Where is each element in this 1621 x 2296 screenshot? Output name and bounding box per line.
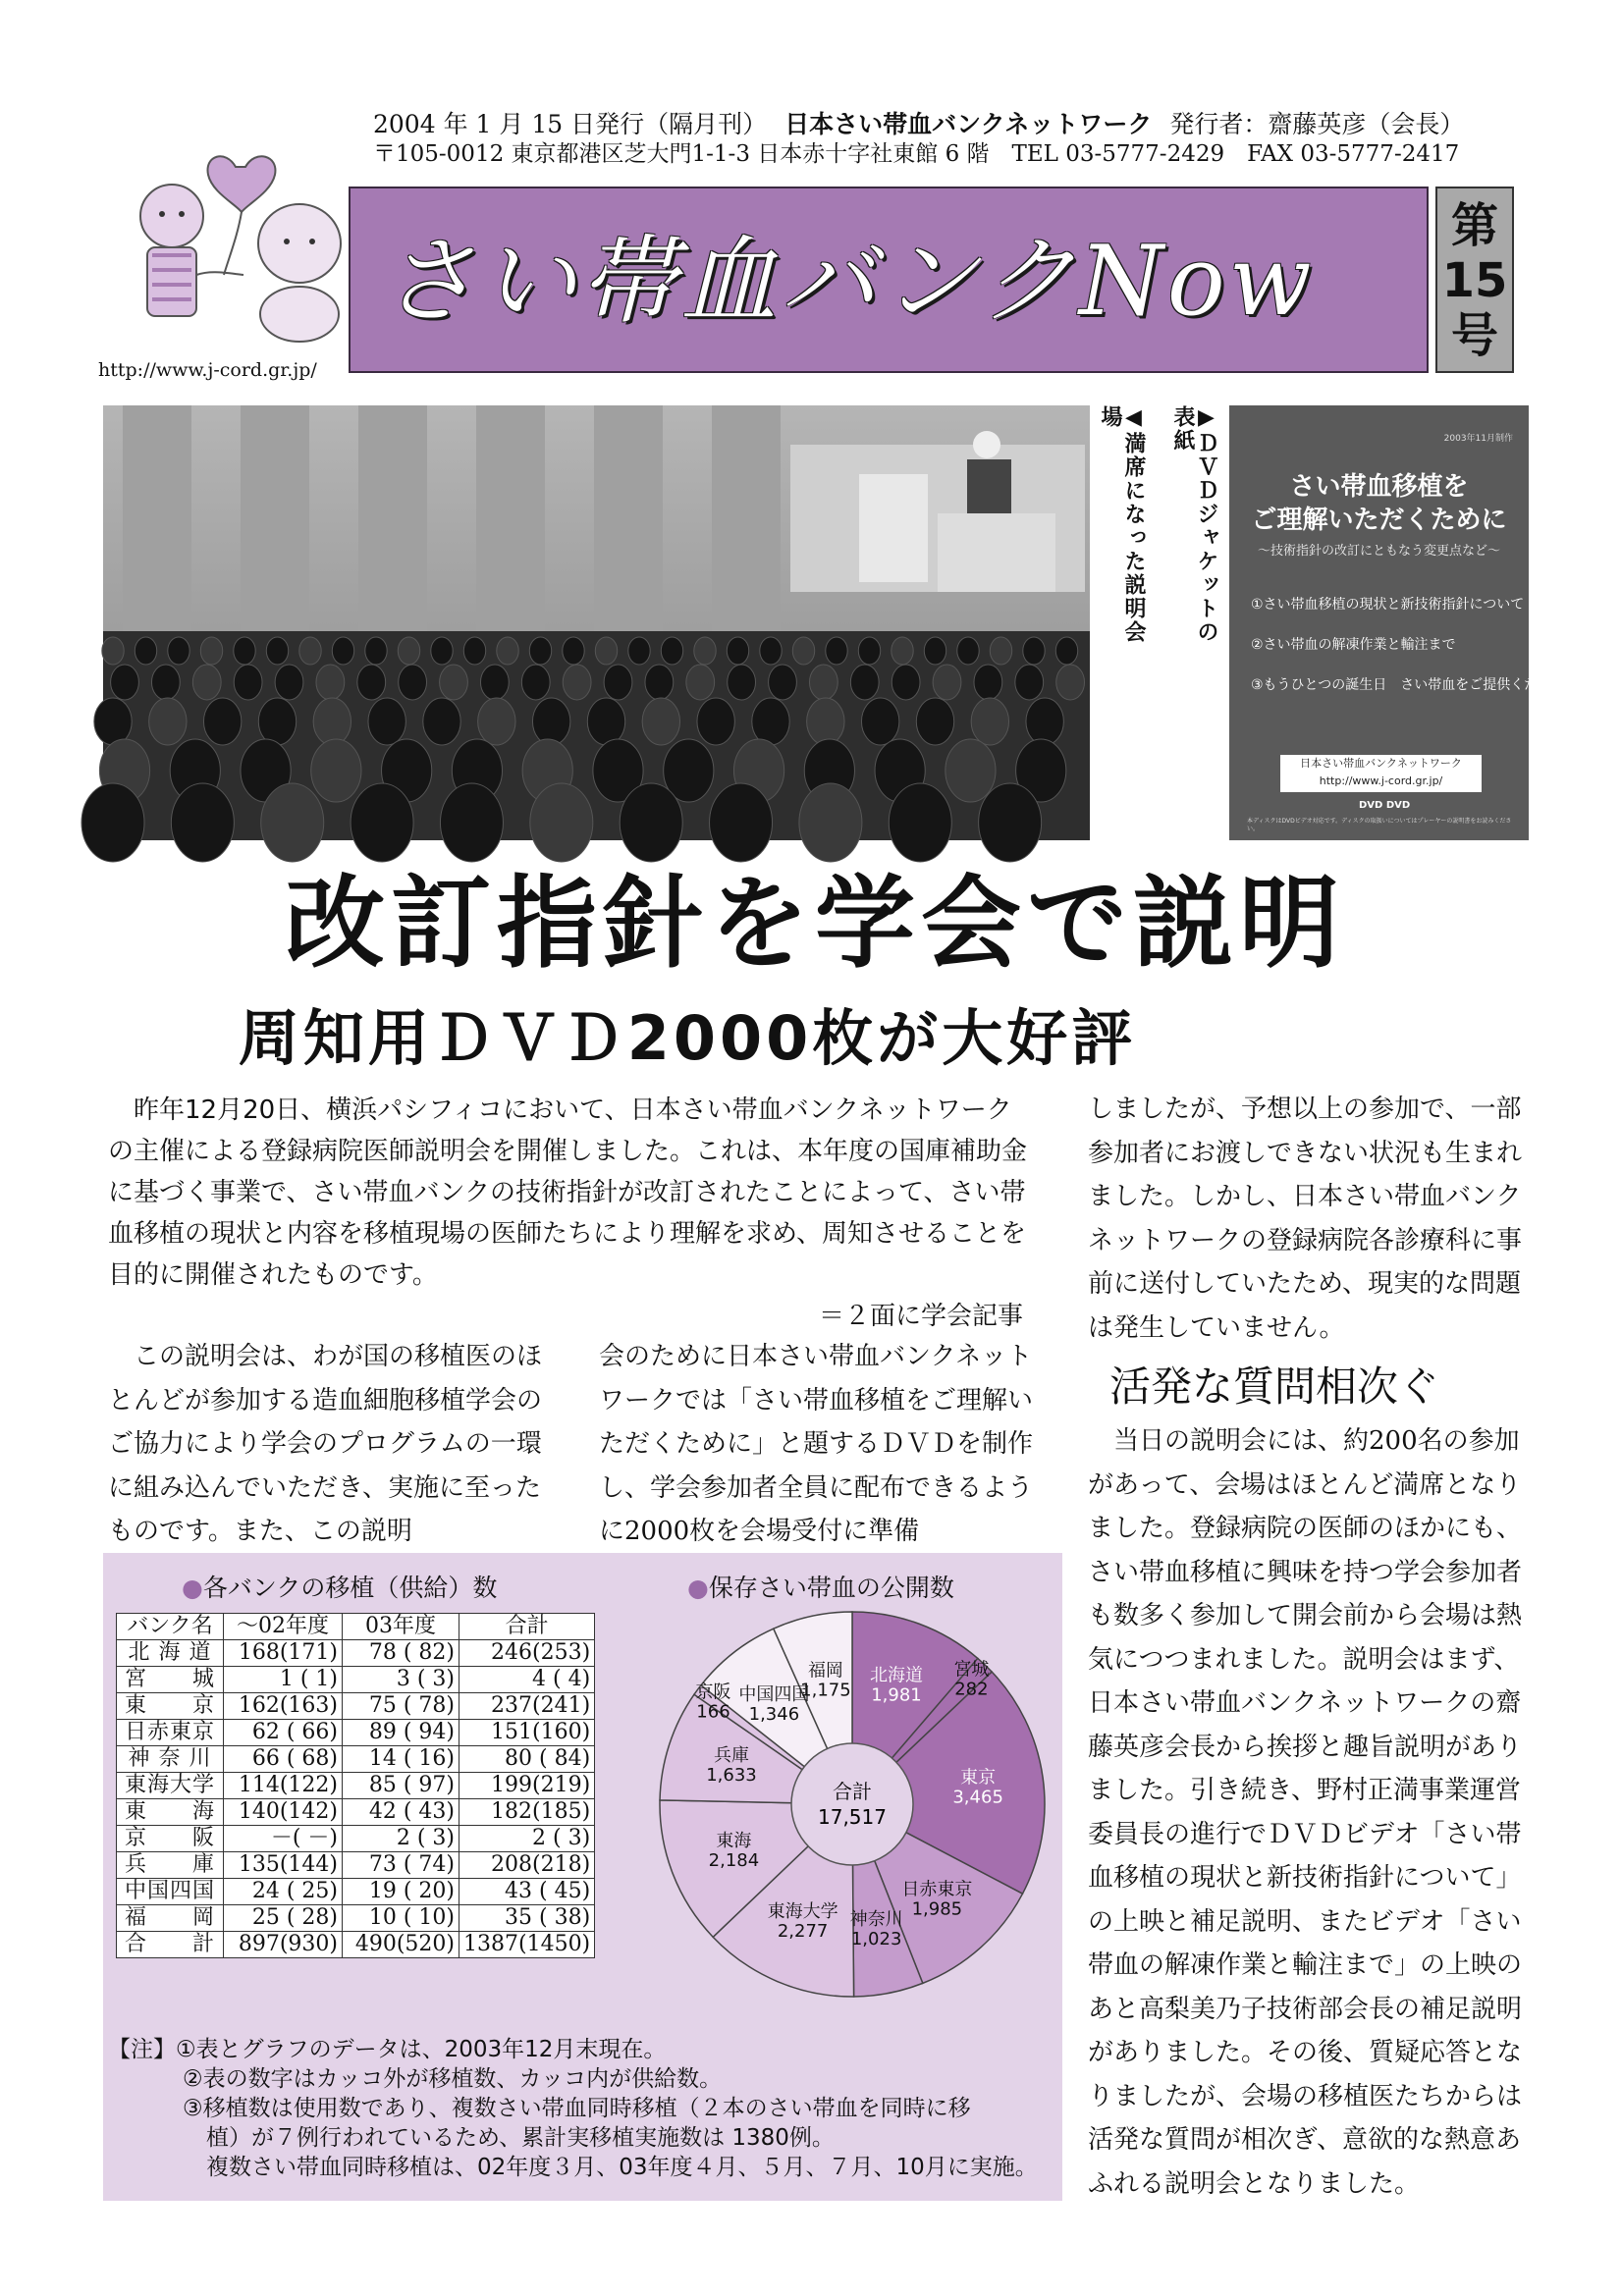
table-row — [117, 1640, 595, 1667]
audience-head — [924, 637, 946, 665]
audience-head — [979, 783, 1042, 862]
th-fy03: 03年度 — [343, 1614, 459, 1640]
audience-head — [480, 665, 509, 700]
table-cell-value: 4 ( 4) — [459, 1667, 595, 1693]
table-cell-value: 25 ( 28) — [224, 1905, 343, 1932]
dvd-org: 日本さい帯血バンクネットワーク — [1300, 757, 1462, 770]
audience-head — [261, 783, 324, 862]
issue-value: 15 — [1441, 253, 1508, 308]
table-cell-bank: 合 計 — [117, 1932, 224, 1958]
pie-center-value: 17,517 — [818, 1805, 887, 1829]
issue-suffix: 号 — [1450, 308, 1498, 363]
website-url: http://www.j-cord.gr.jp/ — [98, 359, 317, 381]
audience-head — [990, 637, 1011, 665]
pie-label-value: 1,346 — [748, 1704, 800, 1726]
audience-head — [332, 637, 353, 665]
audience-head — [478, 698, 515, 745]
audience-head — [807, 698, 844, 745]
dvd-title-line1: さい帯血移植を — [1289, 472, 1469, 502]
table-cell-bank: 北 海 道 — [117, 1640, 224, 1667]
audience-head — [440, 783, 503, 862]
audience-head — [727, 637, 748, 665]
table-cell-value: 78 ( 82) — [343, 1640, 459, 1667]
audience-head — [1023, 637, 1045, 665]
lead-text: 昨年12月20日、横浜パシフィコにおいて、日本さい帯血バンクネットワークの主催による登録病院医師説明会を開催しました。これは、本年度の国庫補助金に基づく事業で、さい帯血バンクの技術指針が改訂されたことによって、さい帯血移植の現状と内容を移植現場の医師たちにより理解を求め、周知させることを目的に開催されたものです。 — [108, 1095, 1028, 1290]
audience-head — [850, 665, 879, 700]
audience-head — [192, 665, 221, 700]
pie-label-category: 神奈川 — [849, 1908, 903, 1930]
table-cell-value: 1 ( 1) — [224, 1667, 343, 1693]
audience-head — [530, 783, 593, 862]
audience-head — [892, 637, 913, 665]
th-total: 合計 — [459, 1614, 595, 1640]
table-title-text: 各バンクの移植（供給）数 — [202, 1574, 498, 1602]
dvd-title-line2: ご理解いただくために — [1251, 506, 1507, 535]
table-cell-bank: 日赤東京 — [117, 1720, 224, 1746]
audience-head — [826, 637, 847, 665]
audience-head — [365, 637, 387, 665]
table-cell-value: 80 ( 84) — [459, 1746, 595, 1773]
audience-head — [497, 637, 518, 665]
pie-label-value: 3,465 — [952, 1787, 1003, 1808]
table-title: ●各バンクの移植（供給）数 — [182, 1574, 498, 1602]
publisher: 発行者：齋藤英彦（会長） — [1169, 110, 1465, 138]
dvd-title — [1229, 470, 1529, 537]
table-cell-value: 246(253) — [459, 1640, 595, 1667]
body-column-3-top — [1088, 1088, 1532, 1350]
audience-head — [423, 698, 460, 745]
audience-head — [258, 698, 296, 745]
dvd-subtitle: ～技術指針の改訂にともなう変更点など～ — [1257, 544, 1500, 559]
audience-head — [532, 698, 569, 745]
table-row — [117, 1852, 595, 1879]
pie-label-value: 166 — [696, 1701, 730, 1723]
issue-prefix: 第 — [1450, 198, 1498, 253]
audience-head — [946, 739, 996, 802]
dvd-org-box — [1280, 755, 1482, 792]
pie-label-category: 宮城 — [953, 1659, 990, 1681]
audience-head — [710, 783, 773, 862]
audience-head — [135, 637, 156, 665]
table-row — [117, 1667, 595, 1693]
pie-label — [953, 1660, 989, 1700]
pie-label-category: 東海大学 — [767, 1901, 838, 1923]
note-3: ③移植数は使用数であり、複数さい帯血同時移植（２本のさい帯血を同時に移 — [183, 2096, 971, 2121]
table-row — [117, 1932, 595, 1958]
audience-head — [1015, 665, 1044, 700]
dvd-logo-icon: DVD DVD — [1359, 800, 1411, 811]
table-cell-bank: 神 奈 川 — [117, 1746, 224, 1773]
table-cell-bank: 京 阪 — [117, 1826, 224, 1852]
table-cell-value: 237(241) — [459, 1693, 595, 1720]
table-cell-value: 43 ( 45) — [459, 1879, 595, 1905]
table-header-row — [117, 1614, 595, 1640]
chart-title: ●保存さい帯血の公開数 — [687, 1574, 954, 1602]
pie-label-category: 東海 — [716, 1830, 752, 1851]
table-cell-bank: 東海大学 — [117, 1773, 224, 1799]
note-1: 【注】①表とグラフのデータは、2003年12月末現在。 — [108, 2037, 667, 2062]
body-col2-text: 会のために日本さい帯血バンクネットワークでは「さい帯血移植をご理解いただくために」と題するＤＶＤを制作し、学会参加者全員に配布できるように2000枚を会場受付に準備 — [599, 1342, 1034, 1546]
note-2: ②表の数字はカッコ外が移植数、カッコ内が供給数。 — [183, 2066, 723, 2092]
subheadline: 周知用ＤＶＤ2000枚が大好評 — [238, 1002, 1137, 1074]
audience-head — [311, 739, 361, 802]
dvd-fine-print: 本ディスクはDVDビデオ対応です。ディスクの取扱いについてはプレーヤーの説明書をお読みください。 — [1247, 818, 1512, 832]
dvd-item-1: ①さい帯血移植の現状と新技術指針について — [1251, 597, 1525, 613]
audience-head — [792, 637, 814, 665]
audience-head — [957, 637, 979, 665]
table-cell-value: 85 ( 97) — [343, 1773, 459, 1799]
pie-label-value: 1,985 — [911, 1898, 963, 1920]
body-col3-bottom-text: 当日の説明会には、約200名の参加があって、会場はほとんど満席となりました。登録病院の医師のほかにも、さい帯血移植に興味を持つ学会参加者も数多く参加して開会前から会場は熱気につつまれました。説明会はまず、日本さい帯血バンクネットワークの齋藤英彦会長から挨拶と趣旨説明がありました。引き続き、野村正満事業運営委員長の進行でＤＶＤビデオ「さい帯血移植の現状と新技術指針について」の上映と補足説明、またビデオ「さい帯血の解凍作業と輸注まで」の上映のあと高梨美乃子技術部会長の補足説明がありました。その後、質疑応答となりましたが、会場の移植医たちからは活発な質問が相次ぎ、意欲的な熱意あふれる説明会となりました。 — [1088, 1426, 1523, 2199]
issue-number — [1435, 187, 1514, 373]
table-cell-value: 24 ( 25) — [224, 1879, 343, 1905]
table-cell-value: 14 ( 16) — [343, 1746, 459, 1773]
table-cell-bank: 東 京 — [117, 1693, 224, 1720]
pie-label — [768, 1901, 838, 1942]
audience-head — [892, 665, 920, 700]
table-cell-value: 66 ( 68) — [224, 1746, 343, 1773]
pie-label-value: 1,633 — [706, 1765, 757, 1787]
pie-label — [695, 1682, 730, 1722]
table-row — [117, 1826, 595, 1852]
audience-head — [81, 783, 144, 862]
pie-label-category: 福岡 — [807, 1660, 843, 1682]
audience-head — [234, 665, 262, 700]
audience-head — [521, 665, 550, 700]
table-cell-value: 73 ( 74) — [343, 1852, 459, 1879]
audience-head — [171, 783, 234, 862]
audience-head — [440, 665, 468, 700]
audience-head — [620, 783, 682, 862]
audience-head — [645, 665, 674, 700]
audience-head — [200, 637, 222, 665]
table-cell-value: 182(185) — [459, 1799, 595, 1826]
audience-head — [642, 698, 679, 745]
table-row — [117, 1746, 595, 1773]
audience-head — [694, 637, 716, 665]
audience-head — [234, 637, 255, 665]
body-column-3-bottom — [1088, 1419, 1532, 2206]
mascot-illustration — [128, 128, 373, 353]
pie-label-value: 1,981 — [871, 1684, 922, 1706]
table-cell-value: 62 ( 66) — [224, 1720, 343, 1746]
pie-label-category: 兵庫 — [713, 1745, 749, 1767]
table-cell-value: 114(122) — [224, 1773, 343, 1799]
title-banner — [349, 187, 1429, 373]
audience-head — [889, 783, 951, 862]
dvd-caption: ▶ＤＶＤジャケットの表紙 — [1170, 405, 1218, 644]
audience-head — [728, 665, 756, 700]
audience-head — [563, 637, 584, 665]
issue-date: 2004 年 1 月 15 日発行（隔月刊） — [373, 110, 768, 138]
audience-head — [266, 637, 288, 665]
table-row — [117, 1799, 595, 1826]
audience-head — [933, 665, 961, 700]
table-row — [117, 1773, 595, 1799]
audience-head — [587, 698, 624, 745]
audience-head — [916, 698, 953, 745]
body-col1-text: この説明会は、わが国の移植医のほとんどが参加する造血細胞移植学会のご協力により学会のプログラムの一環に組み込んでいただき、実施に至ったものです。また、この説明 — [108, 1342, 543, 1546]
table-row — [117, 1720, 595, 1746]
pie-label-category: 日赤東京 — [901, 1879, 973, 1900]
table-cell-bank: 宮 城 — [117, 1667, 224, 1693]
audience-head — [431, 637, 453, 665]
table-cell-value: 140(142) — [224, 1799, 343, 1826]
audience-head — [1056, 665, 1085, 700]
audience-head — [628, 637, 650, 665]
note-5: 複数さい帯血同時移植は、02年度３月、03年度４月、５月、７月、10月に実施。 — [206, 2155, 1038, 2180]
pie-label — [850, 1909, 903, 1949]
audience-head — [697, 698, 734, 745]
dvd-item-2: ②さい帯血の解凍作業と輸注まで — [1251, 637, 1456, 653]
table-cell-value: 1387(1450) — [459, 1932, 595, 1958]
audience-head — [463, 637, 485, 665]
table-cell-value: 75 ( 78) — [343, 1693, 459, 1720]
pie-chart — [648, 1600, 1060, 2022]
lead-reference: ＝２面に学会記事 — [818, 1302, 1023, 1331]
pie-label-value: 1,175 — [800, 1680, 851, 1701]
table-cell-value: 42 ( 43) — [343, 1799, 459, 1826]
table-cell-value: 490(520) — [343, 1932, 459, 1958]
audience-head — [686, 665, 715, 700]
table-cell-value: 3 ( 3) — [343, 1667, 459, 1693]
audience-head — [595, 637, 617, 665]
dvd-url: http://www.j-cord.gr.jp/ — [1319, 774, 1443, 787]
audience-head — [149, 698, 187, 745]
table-cell-bank: 福 岡 — [117, 1905, 224, 1932]
table-cell-value: 199(219) — [459, 1773, 595, 1799]
table-cell-value: 19 ( 20) — [343, 1879, 459, 1905]
lead-paragraph — [108, 1090, 1031, 1337]
audience-head — [316, 665, 345, 700]
pie-center-label: 合計 — [833, 1780, 872, 1803]
body-col3-top-text: しましたが、予想以上の参加で、一部参加者にお渡しできない状況も生まれました。しかし、日本さい帯血バンクネットワークの登録病院各診療科に事前に送付していたため、現実的な問題は発生していません。 — [1088, 1095, 1523, 1343]
audience-head — [974, 665, 1002, 700]
headline: 改訂指針を学会で説明 — [285, 866, 1345, 983]
audience-head — [313, 698, 351, 745]
dvd-jacket — [1229, 405, 1566, 840]
table-cell-value: 2 ( 3) — [343, 1826, 459, 1852]
audience-head — [151, 665, 180, 700]
th-to02: ～02年度 — [224, 1614, 343, 1640]
audience-head — [529, 637, 551, 665]
audience-head — [299, 637, 321, 665]
pie-label-value: 2,277 — [777, 1921, 829, 1943]
audience-head — [1055, 637, 1077, 665]
table-row — [117, 1879, 595, 1905]
th-bank: バンク名 — [117, 1614, 224, 1640]
table-cell-value: 162(163) — [224, 1693, 343, 1720]
body-column-1 — [108, 1335, 545, 1554]
audience-head — [799, 783, 862, 862]
note-4: 植）が７例行われているため、累計実移植実施数は 1380例。 — [206, 2125, 835, 2151]
pie-label — [870, 1666, 923, 1706]
table-row — [117, 1905, 595, 1932]
table-cell-value: 35 ( 38) — [459, 1905, 595, 1932]
pie-label-value: 2,184 — [708, 1849, 760, 1871]
pie-label-category: 京阪 — [695, 1682, 731, 1703]
dvd-date: 2003年11月制作 — [1443, 434, 1513, 444]
section-heading: 活発な質問相次ぐ — [1109, 1362, 1440, 1411]
audience-head — [1026, 698, 1063, 745]
audience-head — [661, 637, 682, 665]
pie-label — [738, 1684, 809, 1725]
audience-head — [275, 665, 303, 700]
table-cell-value: 897(930) — [224, 1932, 343, 1958]
pie-label — [901, 1879, 972, 1919]
pie-center — [791, 1743, 913, 1865]
audience-head — [203, 698, 241, 745]
pie-label-value: 1,023 — [850, 1928, 902, 1949]
pie-label-value: 282 — [954, 1679, 989, 1700]
table-cell-value: 135(144) — [224, 1852, 343, 1879]
audience-head — [111, 665, 139, 700]
heart-balloon-icon — [208, 156, 276, 212]
table-cell-bank: 東 海 — [117, 1799, 224, 1826]
audience-head — [168, 637, 189, 665]
table-cell-bank: 中国四国 — [117, 1879, 224, 1905]
photo-caption: ◀満席になった説明会場 — [1098, 405, 1146, 644]
audience-head — [760, 637, 782, 665]
audience-head — [604, 665, 632, 700]
transplant-table — [116, 1613, 595, 1958]
pie-label-category: 東京 — [960, 1767, 997, 1789]
table-cell-value: 2 ( 3) — [459, 1826, 595, 1852]
organization-name: 日本さい帯血バンクネットワーク — [784, 110, 1153, 138]
table-cell-value: 10 ( 10) — [343, 1905, 459, 1932]
audience-head — [861, 698, 898, 745]
audience-head — [563, 665, 591, 700]
audience-head — [809, 665, 838, 700]
audience-head — [971, 698, 1008, 745]
chart-title-text: 保存さい帯血の公開数 — [708, 1574, 954, 1602]
address: 〒105-0012 東京都港区芝大門1-1-3 日本赤十字社東館 6 階 TEL 03-5777-2429 FAX 03-5777-2417 — [373, 141, 1460, 167]
audience-head — [357, 665, 386, 700]
body-column-2 — [599, 1335, 1036, 1554]
audience-head — [769, 665, 797, 700]
table-cell-value: 168(171) — [224, 1640, 343, 1667]
table-row — [117, 1693, 595, 1720]
table-cell-value: 89 ( 94) — [343, 1720, 459, 1746]
pie-label-category: 北海道 — [869, 1665, 923, 1686]
seminar-photo — [103, 405, 1090, 840]
audience-head — [752, 698, 789, 745]
pie-label-category: 中国四国 — [738, 1684, 810, 1706]
table-cell-value: －( －) — [224, 1826, 343, 1852]
table-cell-value: 208(218) — [459, 1852, 595, 1879]
masthead-info — [373, 110, 1532, 139]
audience-head — [858, 637, 880, 665]
table-cell-value: 151(160) — [459, 1720, 595, 1746]
audience-head — [351, 783, 413, 862]
audience-head — [399, 665, 427, 700]
table-notes — [108, 2035, 1060, 2182]
newsletter-title: さい帯血バンクNow — [380, 226, 1316, 338]
dvd-item-3: ③もうひとつの誕生日 さい帯血をご提供ください — [1251, 677, 1566, 693]
audience-head — [398, 637, 419, 665]
audience-head — [94, 698, 132, 745]
table-cell-bank: 兵 庫 — [117, 1852, 224, 1879]
audience-head — [102, 637, 124, 665]
audience-head — [368, 698, 405, 745]
